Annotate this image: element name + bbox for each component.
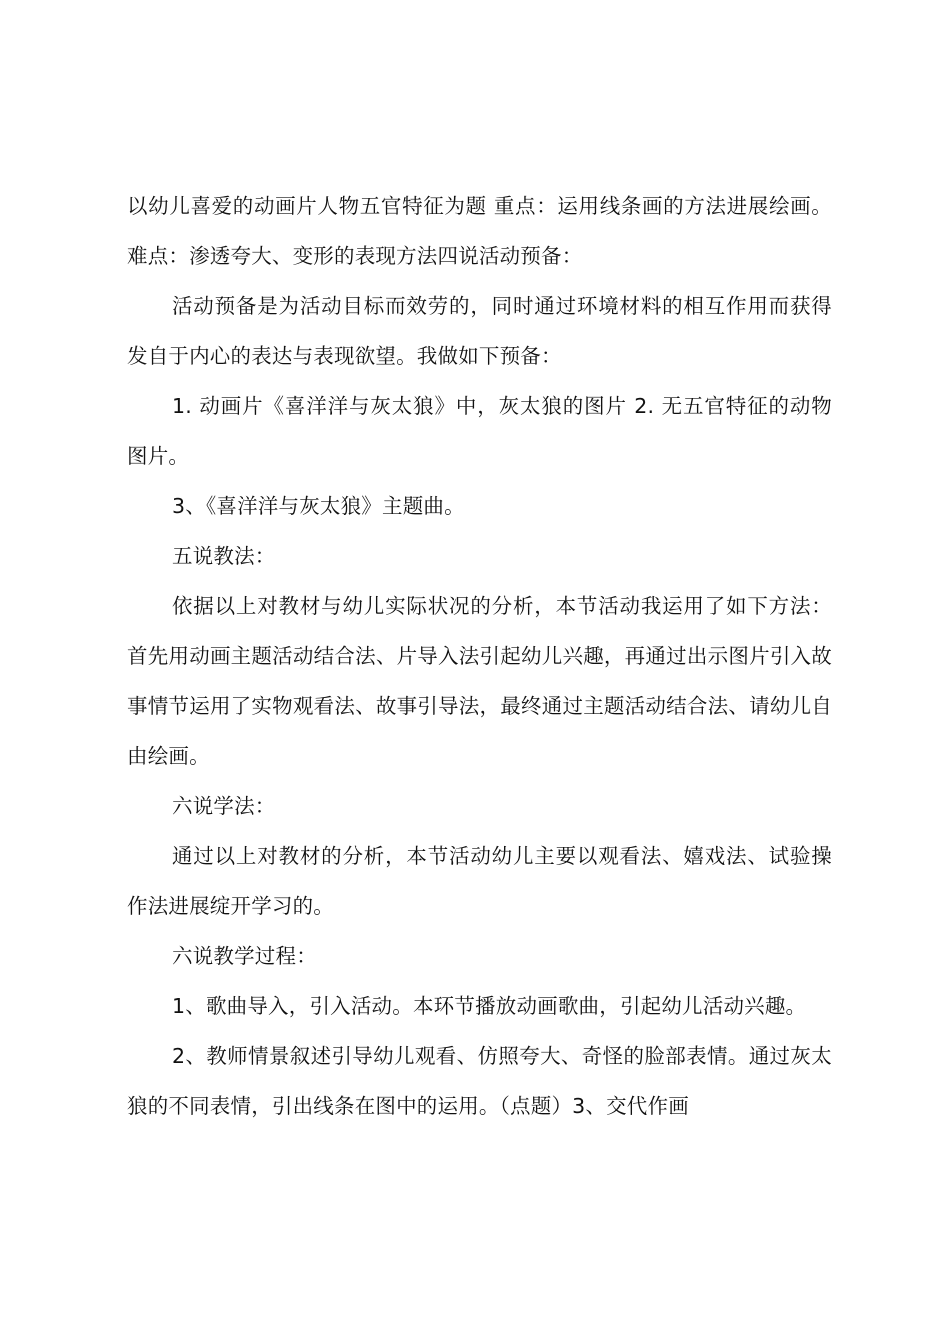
paragraph-teaching-methods: 依据以上对教材与幼儿实际状况的分析，本节活动我运用了如下方法：首先用动画主题活动结合法、片导入法引起幼儿兴趣，再通过出示图片引入故事情节运用了实物观看法、故事引导法，最终通过主题活动结合法、请幼儿自由绘画。 (127, 594, 832, 768)
heading-learning-methods: 六说学法： (172, 794, 276, 818)
paragraph-preparation-items: 1. 动画片《喜洋洋与灰太狼》中，灰太狼的图片 2. 无五官特征的动物图片。 (127, 394, 832, 468)
heading-teaching-process: 六说教学过程： (172, 944, 317, 968)
paragraph-topic-keypoints: 以幼儿喜爱的动画片人物五官特征为题 重点：运用线条画的方法进展绘画。难点：渗透夸大、变形的表现方法四说活动预备： (127, 194, 832, 268)
paragraph-theme-song: 3、《喜洋洋与灰太狼》主题曲。 (172, 494, 465, 518)
paragraph-preparation-intro: 活动预备是为活动目标而效劳的，同时通过环境材料的相互作用而获得发自于内心的表达与表现欲望。我做如下预备： (127, 294, 832, 368)
paragraph-learning-methods: 通过以上对教材的分析，本节活动幼儿主要以观看法、嬉戏法、试验操作法进展绽开学习的。 (127, 844, 832, 918)
paragraph-process-step-2: 2、教师情景叙述引导幼儿观看、仿照夸大、奇怪的脸部表情。通过灰太狼的不同表情，引出线条在图中的运用。（点题）3、交代作画 (127, 1044, 832, 1118)
paragraph-process-step-1: 1、歌曲导入，引入活动。本环节播放动画歌曲，引起幼儿活动兴趣。 (172, 994, 807, 1018)
document-body (127, 181, 832, 1131)
heading-teaching-methods: 五说教法： (172, 544, 276, 568)
